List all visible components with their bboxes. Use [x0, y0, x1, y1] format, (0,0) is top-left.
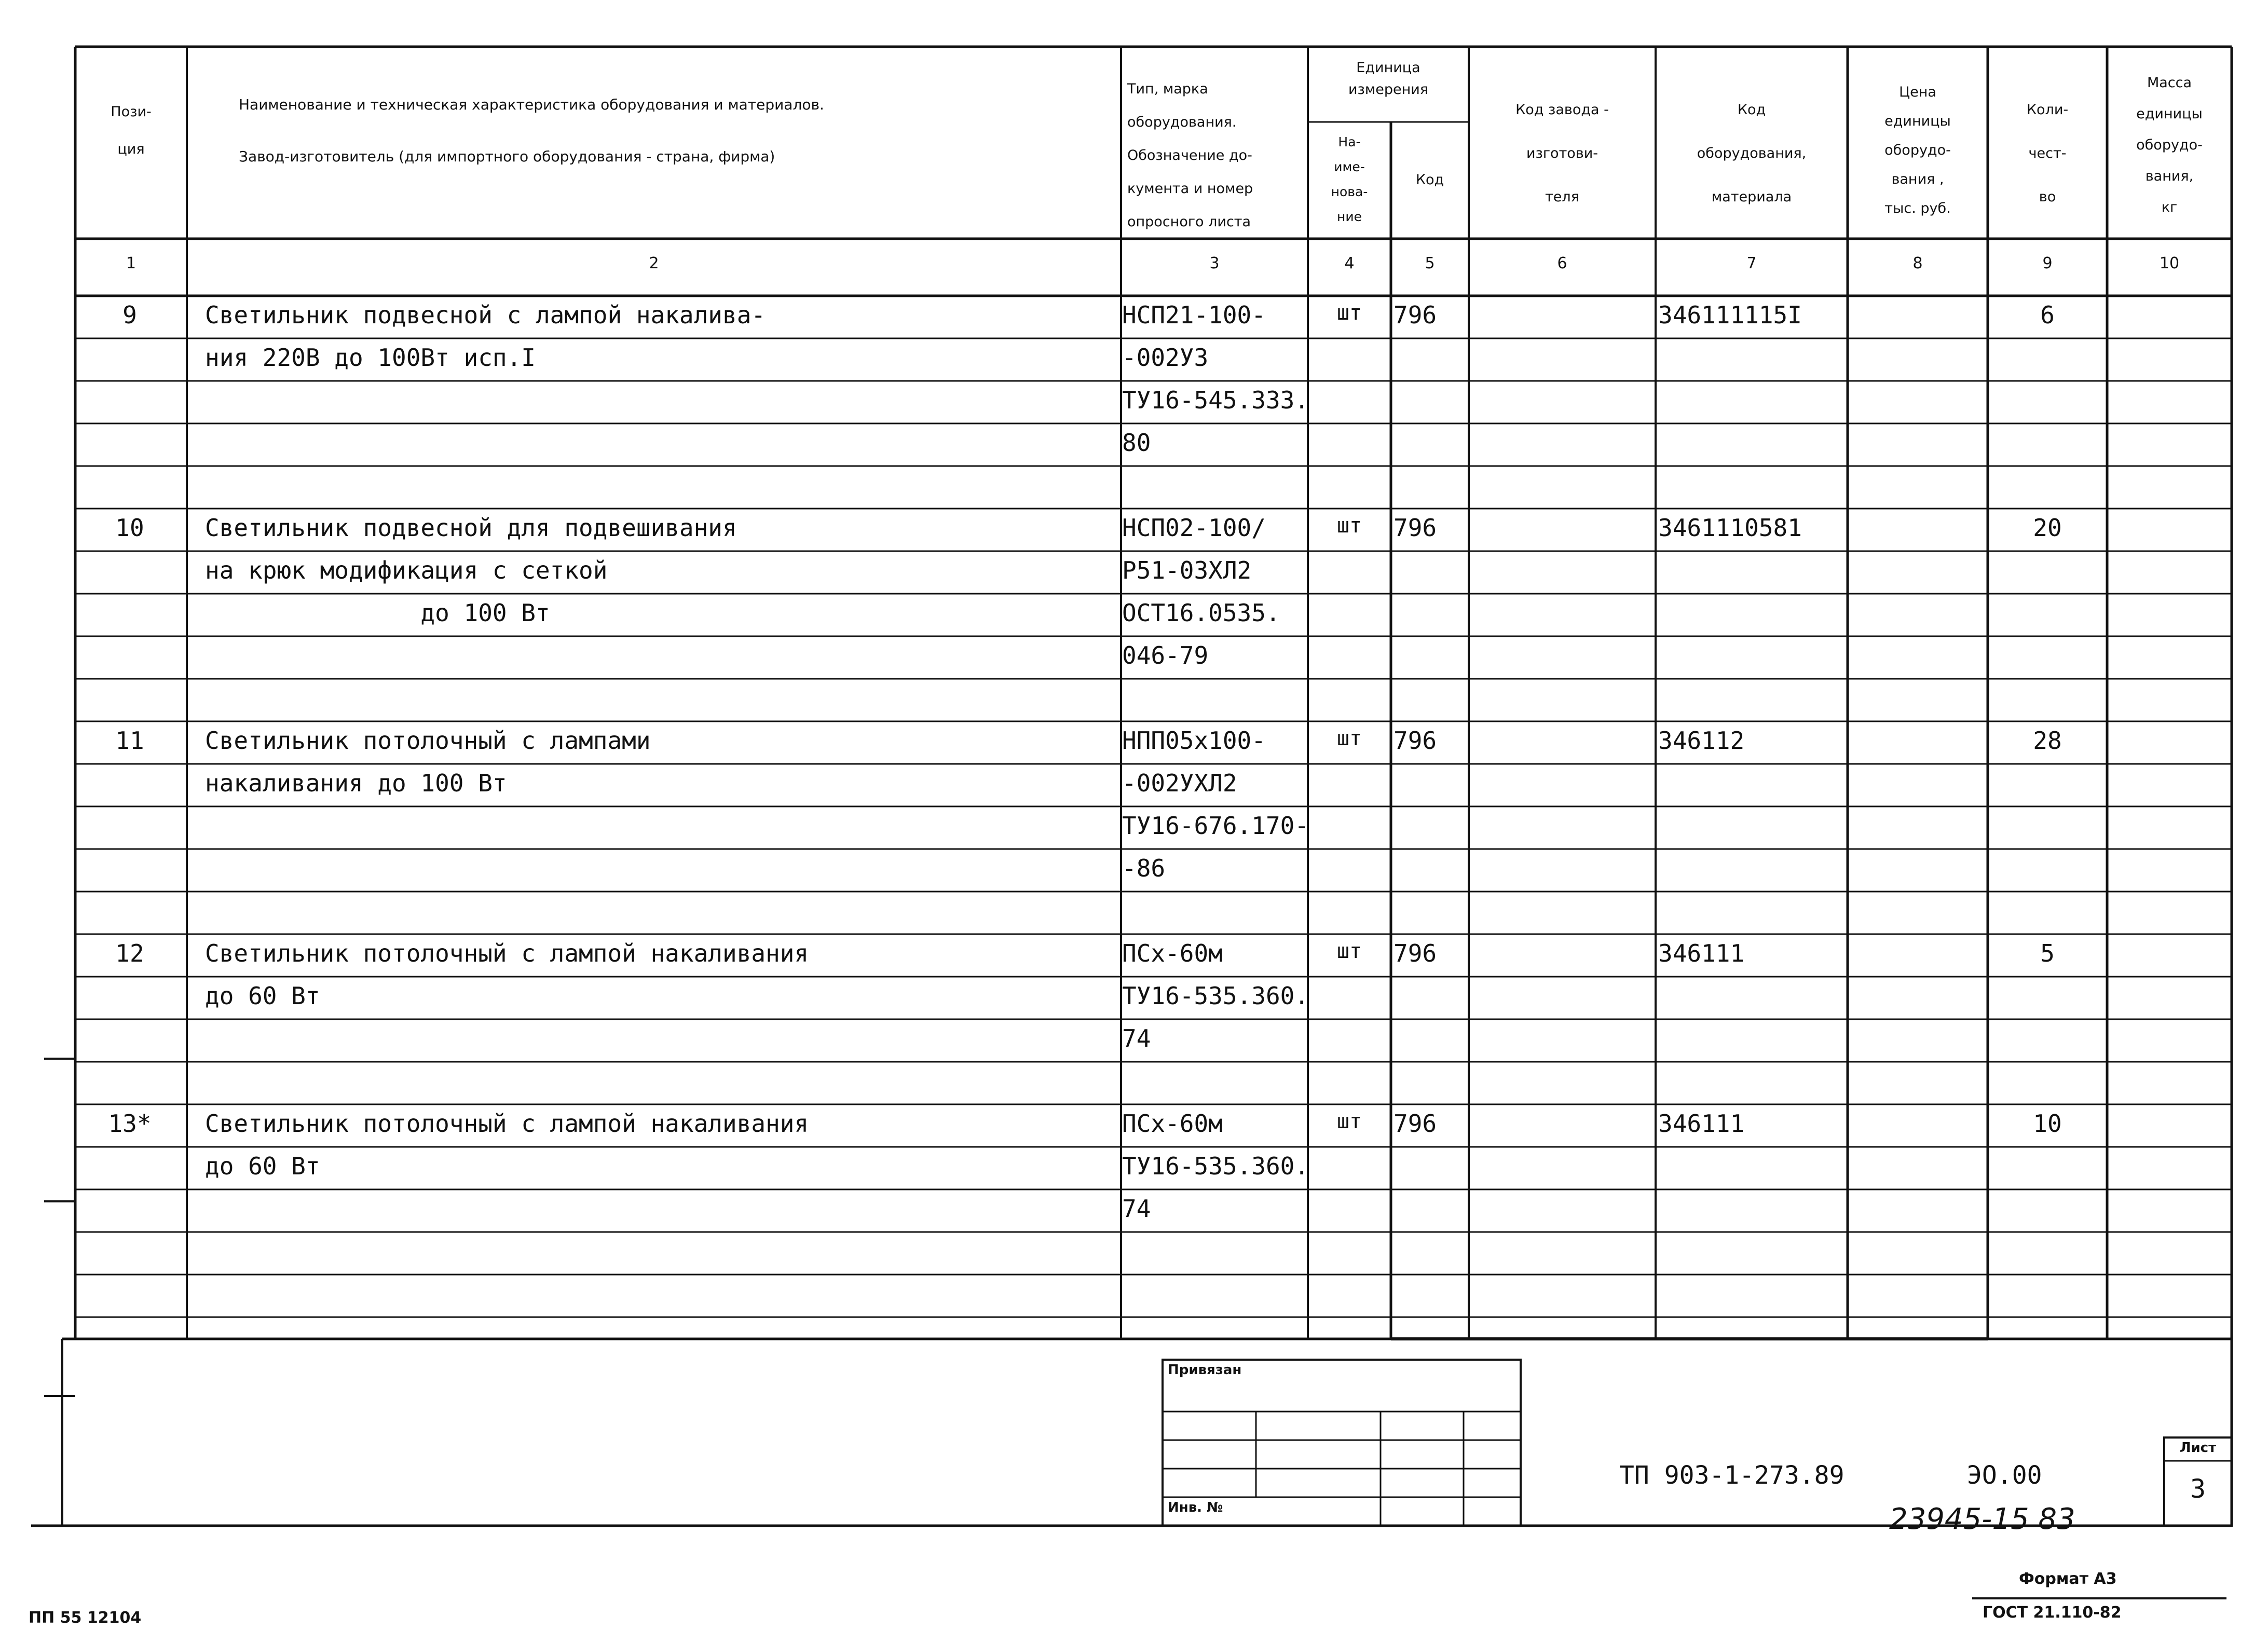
cell-quantity: 28: [2033, 727, 2062, 755]
cell-name: Светильник подвесной для подвешивания: [205, 514, 737, 542]
cell-type: ТУ16-545.333.: [1122, 386, 1309, 414]
header-position: Пози- ция: [111, 104, 152, 157]
cell-quantity: 6: [2040, 301, 2055, 329]
cell-position: 11: [115, 727, 144, 755]
column-number: 3: [1209, 254, 1220, 272]
cell-type: НСП21-100-: [1122, 301, 1266, 329]
cell-type: ПСх-60м: [1122, 1110, 1223, 1138]
cell-type: НСП02-100/: [1122, 514, 1266, 542]
cell-type: ТУ16-535.360.: [1122, 1152, 1309, 1180]
cell-unit-code: 796: [1393, 939, 1437, 967]
cell-name: до 100 Вт: [205, 599, 550, 627]
cell-name: Светильник потолочный с лампой накаливания: [205, 939, 809, 967]
cell-name: до 60 Вт: [205, 1152, 320, 1180]
cell-position: 13*: [108, 1110, 152, 1138]
column-number: 6: [1557, 254, 1567, 272]
cell-name: Светильник подвесной с лампой накалива-: [205, 301, 766, 329]
cell-type: ОСТ16.0535.: [1122, 599, 1280, 627]
header-name-line1: Наименование и техническая характеристика оборудования и материалов.: [239, 96, 824, 113]
cell-quantity: 20: [2033, 514, 2062, 542]
cell-quantity: 10: [2033, 1110, 2062, 1138]
header-unit-name: На- име- нова- ние: [1331, 134, 1368, 224]
header-price: Цена единицы оборудо- вания , тыс. руб.: [1884, 84, 1951, 216]
cell-type: НПП05х100-: [1122, 727, 1266, 755]
header-type: Тип, марка оборудования. Обозначение до- кумента и номер опросного листа: [1127, 81, 1253, 230]
cell-name: Светильник потолочный с лампой накаливания: [205, 1110, 809, 1138]
left-code: ПП 55 12104: [29, 1609, 142, 1627]
cell-type: -002У3: [1122, 344, 1209, 372]
gost-label: ГОСТ 21.110-82: [1983, 1604, 2122, 1622]
cell-unit: шт: [1336, 939, 1362, 963]
inventory-label: Инв. №: [1168, 1500, 1223, 1515]
cell-type: ТУ16-535.360.: [1122, 982, 1309, 1010]
cell-unit: шт: [1336, 1110, 1362, 1133]
cell-unit: шт: [1336, 301, 1362, 325]
cell-equipment-code: 346111: [1658, 939, 1745, 967]
cell-type: ПСх-60м: [1122, 939, 1223, 967]
cell-quantity: 5: [2040, 939, 2055, 967]
column-number: 9: [2042, 254, 2053, 272]
column-number: 1: [126, 254, 136, 272]
cell-equipment-code: 346112: [1658, 727, 1745, 755]
cell-equipment-code: 346111: [1658, 1110, 1745, 1138]
cell-type: -86: [1122, 854, 1166, 882]
format-label: Формат А3: [2019, 1570, 2117, 1588]
column-number: 2: [649, 254, 659, 272]
cell-name: до 60 Вт: [205, 982, 320, 1010]
cell-unit-code: 796: [1393, 514, 1437, 542]
handwritten-number: 23945-15 83: [1889, 1502, 2075, 1536]
header-quantity: Коли- чест- во: [2026, 102, 2069, 205]
cell-name: на крюк модификация с сеткой: [205, 556, 608, 584]
cell-name: накаливания до 100 Вт: [205, 769, 507, 797]
cell-unit-code: 796: [1393, 1110, 1437, 1138]
cell-equipment-code: 346111115I: [1658, 301, 1802, 329]
header-factory-code: Код завода - изготови- теля: [1515, 102, 1609, 205]
column-number: 7: [1746, 254, 1757, 272]
document-code: ТП 903-1-273.89: [1619, 1461, 1845, 1490]
cell-type: -002УХЛ2: [1122, 769, 1237, 797]
header-unit-code: Код: [1415, 172, 1444, 188]
cell-type: 74: [1122, 1024, 1151, 1052]
header-equipment-code: Код оборудования, материала: [1697, 102, 1807, 205]
header-unit: Единица измерения: [1348, 60, 1429, 98]
cell-unit-code: 796: [1393, 727, 1437, 755]
cell-name: ния 220В до 100Вт исп.I: [205, 344, 536, 372]
cell-type: ТУ16-676.170-: [1122, 812, 1309, 840]
sheet-label: Лист: [2179, 1440, 2217, 1456]
cell-name: Светильник потолочный с лампами: [205, 727, 651, 755]
column-number: 5: [1425, 254, 1435, 272]
cell-position: 9: [122, 301, 137, 329]
cell-type: 046-79: [1122, 641, 1209, 669]
cell-position: 12: [115, 939, 144, 967]
header-mass: Масса единицы оборудо- вания, кг: [2136, 75, 2203, 215]
cell-unit: шт: [1336, 514, 1362, 538]
section-code: ЭО.00: [1967, 1461, 2042, 1490]
sheet-number: 3: [2190, 1474, 2206, 1504]
column-number: 4: [1344, 254, 1355, 272]
linked-label: Привязан: [1168, 1362, 1242, 1378]
cell-unit: шт: [1336, 727, 1362, 750]
header-name-line2: Завод-изготовитель (для импортного оборудования - страна, фирма): [239, 148, 775, 165]
cell-position: 10: [115, 514, 144, 542]
column-number: 8: [1912, 254, 1923, 272]
cell-type: 80: [1122, 429, 1151, 457]
column-number: 10: [2159, 254, 2180, 272]
cell-type: 74: [1122, 1195, 1151, 1223]
cell-unit-code: 796: [1393, 301, 1437, 329]
cell-equipment-code: 3461110581: [1658, 514, 1802, 542]
cell-type: Р51-03ХЛ2: [1122, 556, 1252, 584]
